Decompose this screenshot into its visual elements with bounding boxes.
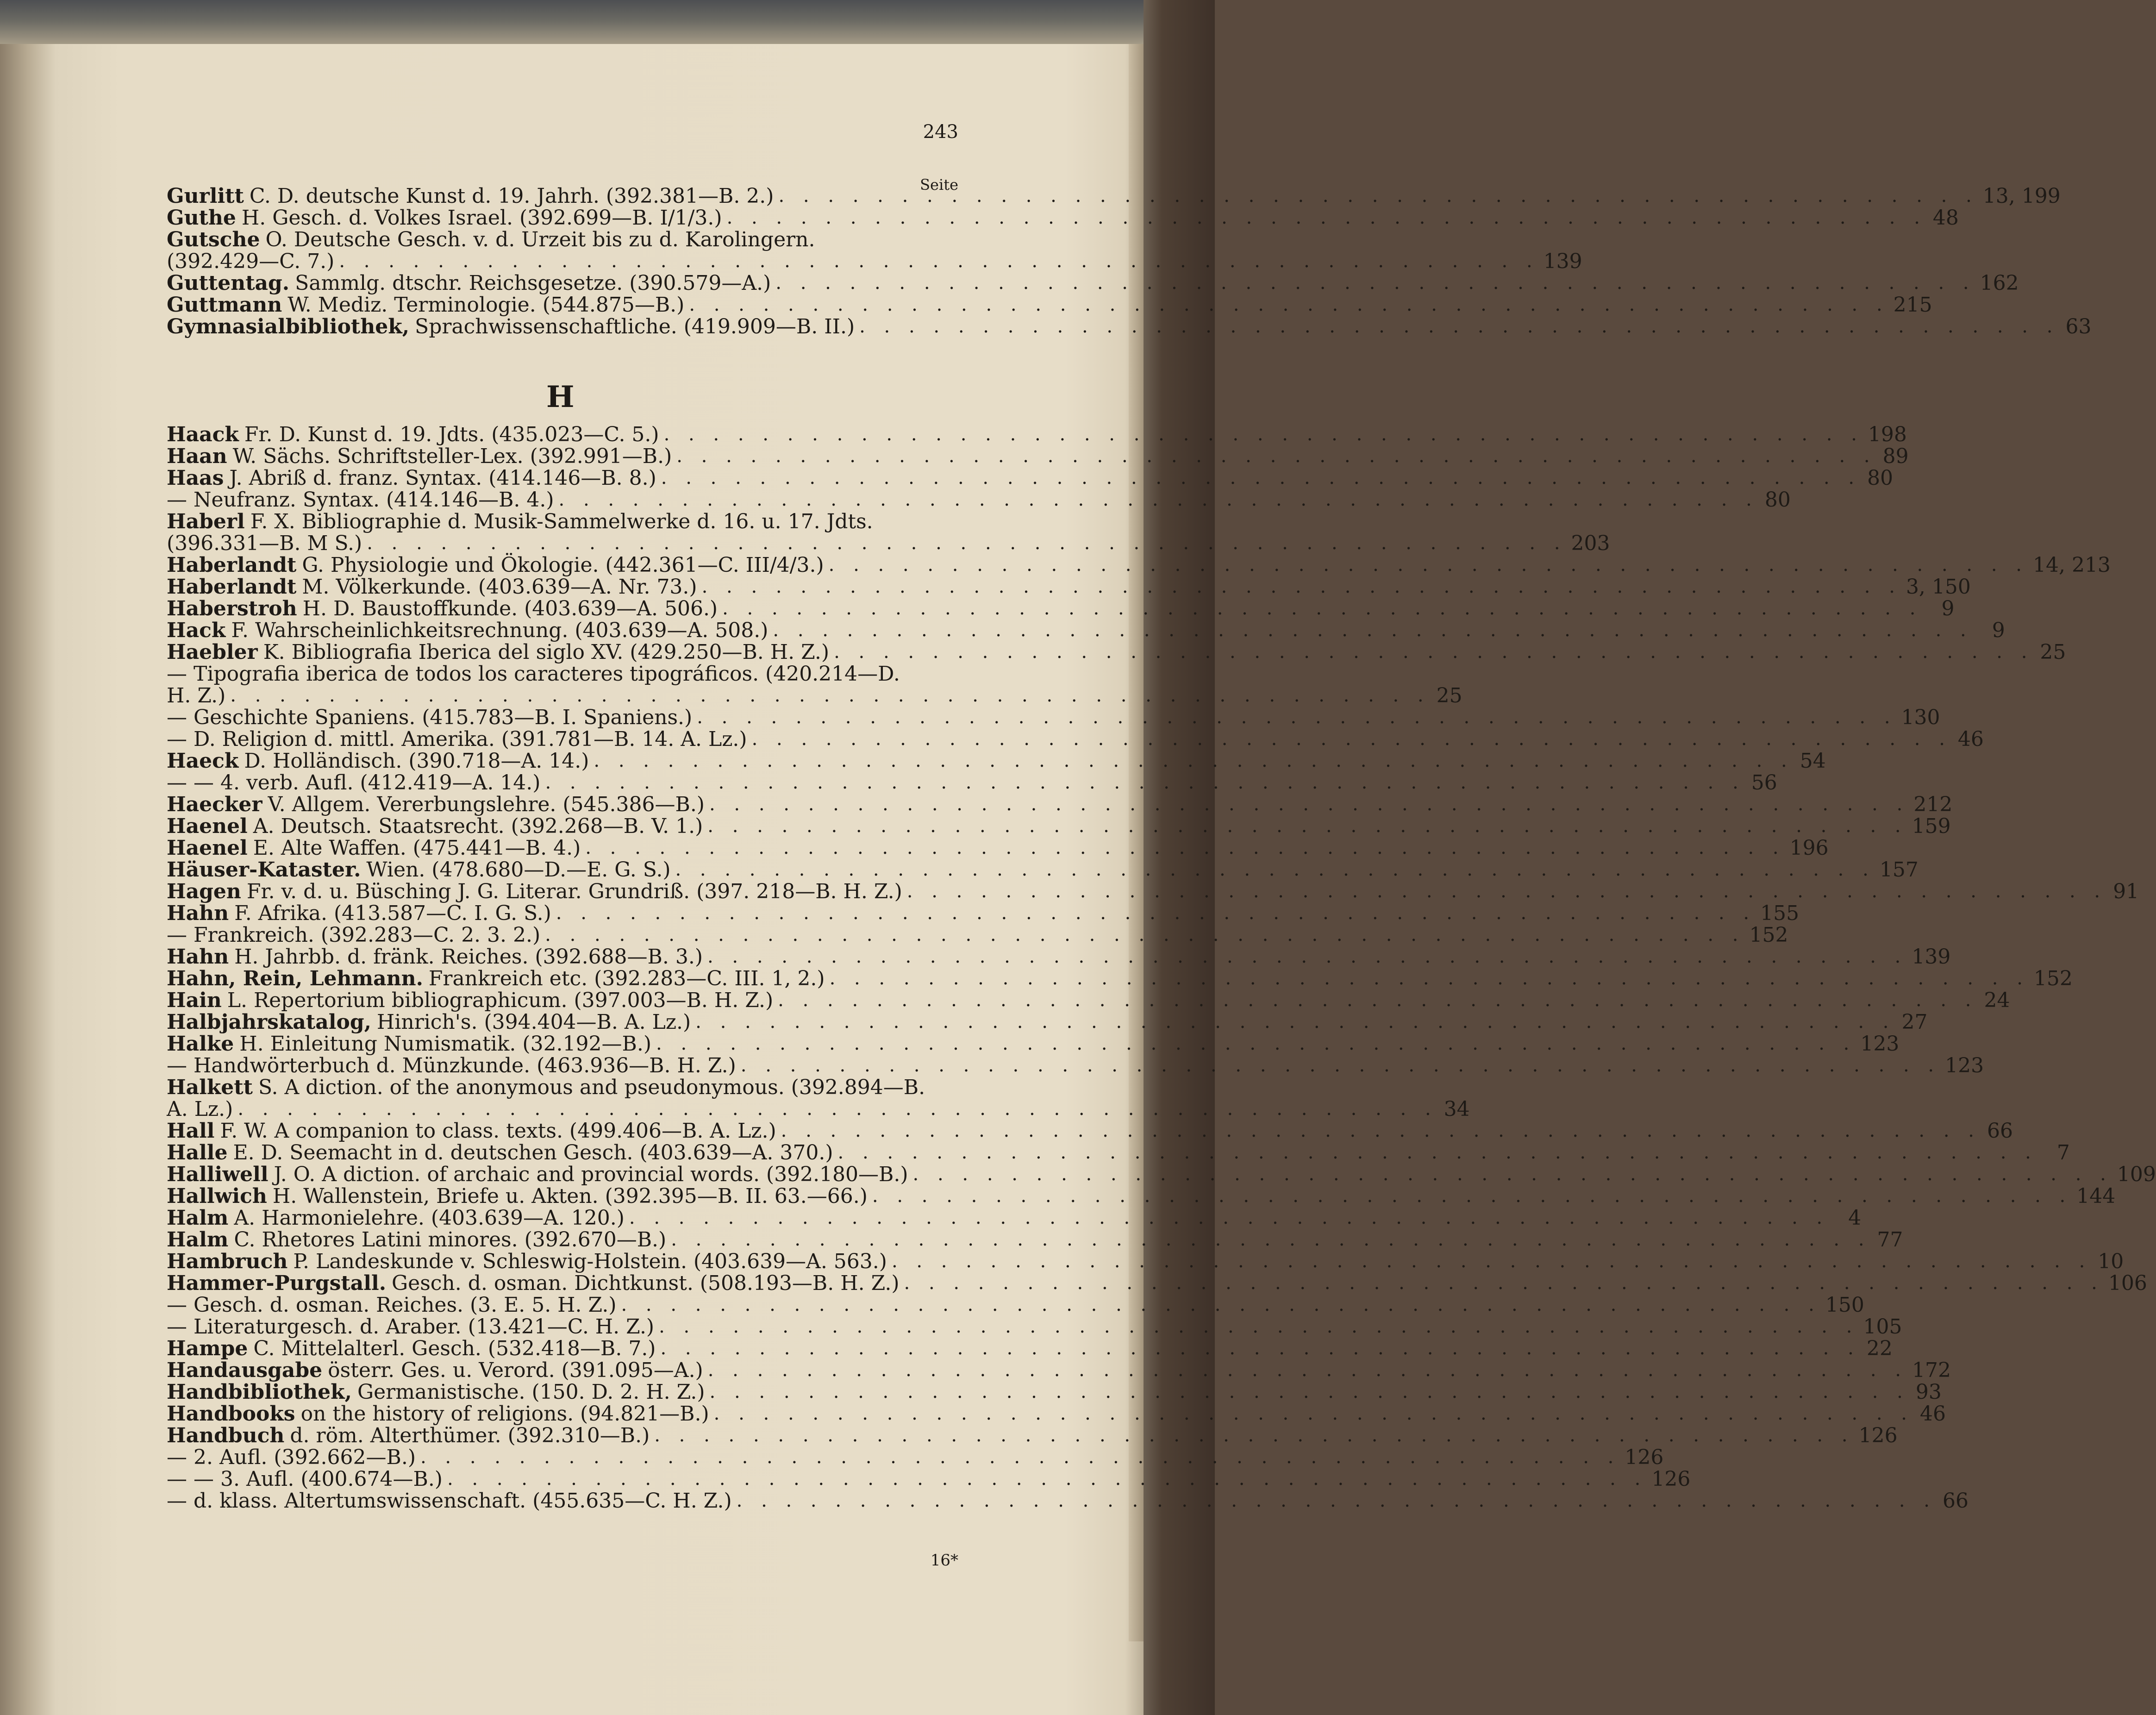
entry-page-ref: 22	[1866, 1337, 1893, 1360]
leader-dots	[559, 489, 1758, 511]
entry-heading-name: Haan	[167, 444, 227, 468]
leader-dots	[629, 1207, 1829, 1229]
entry-text: H. D. Baustoffkunde. (403.639—A. 506.)	[302, 597, 718, 620]
entry-page-ref: 144	[2076, 1184, 2116, 1208]
index-entry	[167, 1293, 1864, 1317]
leader-dots	[892, 1251, 2091, 1272]
entry-text: H. Wallenstein, Briefe u. Akten. (392.395—B. II. 63.—66.)	[272, 1184, 868, 1208]
entry-text: G. Physiologie und Ökologie. (442.361—C. III/4/3.)	[302, 553, 824, 577]
entry-text: D. Holländisch. (390.718—A. 14.)	[244, 749, 589, 773]
leader-dots	[621, 1294, 1820, 1316]
entry-text: — D. Religion d. mittl. Amerika. (391.781—B. 14. A. Lz.)	[167, 727, 747, 751]
index-section-g	[167, 184, 2092, 338]
index-entry	[167, 488, 1791, 512]
entry-heading-name: Hall	[167, 1119, 215, 1143]
page-number: 243	[923, 121, 958, 143]
page-column-label: Seite	[920, 176, 958, 194]
leader-dots	[829, 554, 2028, 576]
leader-dots	[778, 989, 1977, 1011]
entry-page-ref: 24	[1984, 989, 2010, 1012]
index-entry	[167, 836, 1829, 860]
entry-heading-name: Gutsche	[167, 228, 260, 251]
leader-dots	[752, 728, 1951, 750]
entry-text: H. Jahrbb. d. fränk. Reiches. (392.688—B. 3.)	[234, 945, 703, 969]
entry-page-ref: 25	[1436, 684, 1462, 707]
entry-heading-name: Handbuch	[167, 1424, 285, 1447]
index-entry	[167, 1184, 2116, 1208]
index-entry	[167, 553, 2111, 577]
leader-dots	[722, 598, 1922, 620]
entry-page-ref: 126	[1651, 1467, 1691, 1491]
entry-page-ref: 89	[1882, 444, 1909, 468]
entry-heading-name: Haberlandt	[167, 575, 297, 599]
leader-dots	[709, 794, 1909, 815]
entry-heading-name: Hagen	[167, 880, 241, 903]
entry-heading-name: Haecker	[167, 793, 262, 816]
index-entry	[167, 1141, 2070, 1164]
index-entry	[167, 1402, 1946, 1426]
entry-page-ref: 123	[1860, 1032, 1900, 1056]
entry-text: — Literaturgesch. d. Araber. (13.421—C. H. Z.)	[167, 1315, 655, 1339]
entry-page-ref: 80	[1764, 488, 1791, 512]
entry-text: Frankreich etc. (392.283—C. III. 1, 2.)	[428, 967, 825, 990]
entry-heading-name: Gurlitt	[167, 184, 244, 208]
index-entry	[167, 1315, 1902, 1339]
entry-page-ref: 159	[1912, 814, 1951, 838]
entry-page-ref: 25	[2040, 640, 2066, 664]
entry-heading-name: Handbibliothek,	[167, 1380, 352, 1404]
entry-heading-name: Hain	[167, 989, 222, 1012]
entry-page-ref: 203	[1571, 532, 1610, 555]
leader-dots	[872, 1185, 2072, 1207]
entry-heading-name: Haeck	[167, 749, 239, 773]
entry-text: L. Repertorium bibliographicum. (397.003—B. H. Z.)	[227, 989, 774, 1012]
entry-text: (392.429—C. 7.)	[167, 250, 335, 273]
index-entry	[167, 1424, 1898, 1447]
index-entry	[167, 1206, 1862, 1230]
entry-text: Hinrich's. (394.404—B. A. Lz.)	[376, 1010, 691, 1034]
leader-dots	[773, 620, 1972, 641]
entry-page-ref: 54	[1800, 749, 1826, 773]
leader-dots	[676, 445, 1876, 467]
index-entry	[167, 466, 1894, 490]
entry-text: V. Allgem. Vererbungslehre. (545.386—B.)	[268, 793, 705, 816]
entry-text: W. Sächs. Schriftsteller-Lex. (392.991—B.)	[232, 444, 672, 468]
entry-heading-name: Halkett	[167, 1076, 253, 1099]
entry-text: d. röm. Alterthümer. (392.310—B.)	[290, 1424, 650, 1447]
entry-text: M. Völkerkunde. (403.639—A. Nr. 73.)	[302, 575, 697, 599]
entry-page-ref: 198	[1868, 423, 1907, 446]
entry-page-ref: 3, 150	[1906, 575, 1971, 599]
leader-dots	[695, 1011, 1895, 1033]
index-entry	[167, 1054, 1984, 1077]
entry-text: Germanistische. (150. D. 2. H. Z.)	[357, 1380, 705, 1404]
entry-text: P. Landeskunde v. Schleswig-Holstein. (403.639—A. 563.)	[293, 1250, 887, 1273]
entry-page-ref: 34	[1444, 1097, 1470, 1121]
leader-dots	[545, 924, 1744, 946]
leader-dots	[230, 685, 1430, 707]
entry-text: C. D. deutsche Kunst d. 19. Jahrh. (392.381—B. 2.)	[249, 184, 774, 208]
entry-page-ref: 155	[1760, 901, 1800, 925]
index-entry	[167, 663, 958, 685]
entry-heading-name: Hammer-Purgstall.	[167, 1271, 387, 1295]
entry-heading-name: Hallwich	[167, 1184, 267, 1208]
entry-text: — Frankreich. (392.283—C. 2. 3. 2.)	[167, 923, 541, 947]
leader-dots	[675, 859, 1875, 881]
entry-heading-name: Haack	[167, 423, 239, 446]
entry-heading-name: Halm	[167, 1206, 229, 1230]
index-entry	[167, 1228, 1903, 1252]
entry-heading-name: Haberlandt	[167, 553, 297, 577]
section-letter-heading: H	[546, 380, 575, 414]
index-entry	[167, 271, 2019, 295]
entry-page-ref: 126	[1625, 1446, 1664, 1469]
entry-text: (396.331—B. M S.)	[167, 532, 362, 555]
entry-heading-name: Guttmann	[167, 293, 282, 317]
index-entry	[167, 1467, 1691, 1491]
index-entry	[167, 619, 2005, 642]
index-entry	[167, 1010, 1928, 1034]
entry-text: H. Einleitung Numismatik. (32.192—B.)	[239, 1032, 652, 1056]
entry-text: C. Rhetores Latini minores. (392.670—B.)	[234, 1228, 667, 1252]
entry-heading-name: Hampe	[167, 1337, 248, 1360]
entry-heading-name: Halm	[167, 1228, 229, 1252]
entry-text: F. Wahrscheinlichkeitsrechnung. (403.639—A. 508.)	[231, 619, 769, 642]
entry-page-ref: 126	[1858, 1424, 1898, 1447]
index-entry	[167, 511, 958, 532]
leader-dots	[714, 1403, 1913, 1425]
entry-heading-name: Halke	[167, 1032, 234, 1056]
index-entry	[167, 858, 1919, 882]
index-entry	[167, 206, 1959, 230]
leader-dots	[671, 1229, 1870, 1251]
entry-page-ref: 157	[1879, 858, 1919, 882]
entry-heading-name: Gymnasialbibliothek,	[167, 315, 410, 338]
entry-heading-name: Guttentag.	[167, 271, 290, 295]
entry-text: H. Z.)	[167, 684, 226, 707]
index-entry	[167, 880, 2139, 903]
entry-page-ref: 123	[1945, 1054, 1984, 1077]
index-entry	[167, 967, 2073, 990]
signature-mark: 16*	[930, 1551, 958, 1570]
leader-dots	[707, 946, 1907, 968]
leader-dots	[707, 815, 1907, 837]
entry-text: — — 4. verb. Aufl. (412.419—A. 14.)	[167, 771, 541, 795]
index-entry	[167, 793, 1953, 816]
entry-text: F. Afrika. (413.587—C. I. G. S.)	[234, 901, 551, 925]
entry-text: E. D. Seemacht in d. deutschen Gesch. (403.639—A. 370.)	[233, 1141, 833, 1164]
entry-text: Wien. (478.680—D.—E. G. S.)	[366, 858, 671, 882]
entry-page-ref: 9	[1941, 597, 1955, 620]
entry-page-ref: 4	[1848, 1206, 1862, 1230]
index-entry	[167, 1250, 2124, 1273]
entry-text: Gesch. d. osman. Dichtkunst. (508.193—B. H. Z.)	[392, 1271, 900, 1295]
leader-dots	[689, 294, 1888, 316]
leader-dots	[656, 1033, 1856, 1055]
leader-dots	[664, 424, 1863, 445]
entry-page-ref: 66	[1942, 1489, 1969, 1513]
entry-page-ref: 66	[1987, 1119, 2013, 1143]
index-entry	[167, 575, 1971, 599]
entry-text: K. Bibliografia Iberica del siglo XV. (429.250—B. H. Z.)	[263, 640, 830, 664]
index-entry	[167, 293, 1932, 317]
entry-page-ref: 172	[1912, 1358, 1951, 1382]
entry-page-ref: 106	[2108, 1271, 2147, 1295]
entry-page-ref: 139	[1912, 945, 1951, 969]
index-entry	[167, 1489, 1969, 1513]
leader-dots	[545, 772, 1744, 794]
entry-page-ref: 27	[1901, 1010, 1928, 1034]
entry-heading-name: Hahn	[167, 945, 229, 969]
entry-text: Fr. D. Kunst d. 19. Jdts. (435.023—C. 5.)	[244, 423, 659, 446]
leader-dots	[834, 641, 2033, 663]
entry-text: H. Gesch. d. Volkes Israel. (392.699—B. I/1/3.)	[241, 206, 722, 230]
index-entry	[167, 684, 1462, 707]
leader-dots	[710, 1381, 1909, 1403]
entry-page-ref: 77	[1877, 1228, 1903, 1252]
index-entry	[167, 1077, 958, 1098]
entry-heading-name: Hack	[167, 619, 226, 642]
index-entry	[167, 749, 1826, 773]
entry-text: Sprachwissenschaftliche. (419.909—B. II.)	[415, 315, 855, 338]
index-entry	[167, 250, 1582, 273]
index-entry	[167, 229, 958, 250]
entry-text: Fr. v. d. u. Büsching J. G. Literar. Grundriß. (397. 218—B. H. Z.)	[246, 880, 902, 903]
entry-heading-name: Haberl	[167, 510, 245, 533]
leader-dots	[556, 902, 1756, 924]
leader-dots	[838, 1142, 2037, 1164]
entry-text: S. A diction. of the anonymous and pseudonymous. (392.894—B.	[258, 1076, 925, 1099]
leader-dots	[659, 1316, 1858, 1338]
leader-dots	[661, 467, 1861, 489]
leader-dots	[859, 316, 2059, 338]
index-entry	[167, 945, 1951, 969]
index-entry	[167, 597, 1955, 620]
entry-page-ref: 196	[1789, 836, 1829, 860]
entry-heading-name: Haenel	[167, 814, 248, 838]
entry-heading-name: Halbjahrskatalog,	[167, 1010, 371, 1034]
entry-page-ref: 130	[1901, 706, 1940, 729]
index-entry	[167, 923, 1788, 947]
entry-page-ref: 109	[2117, 1163, 2156, 1186]
leader-dots	[237, 1098, 1437, 1120]
entry-page-ref: 7	[2056, 1141, 2070, 1164]
entry-heading-name: Hambruch	[167, 1250, 288, 1273]
entry-text: E. Alte Waffen. (475.441—B. 4.)	[253, 836, 581, 860]
entry-page-ref: 91	[2113, 880, 2139, 903]
entry-page-ref: 63	[2065, 315, 2092, 338]
entry-text: A. Lz.)	[167, 1097, 233, 1121]
leader-dots	[420, 1446, 1620, 1468]
index-entry	[167, 1380, 1942, 1404]
entry-heading-name: Handausgabe	[167, 1358, 323, 1382]
index-entry	[167, 532, 1610, 555]
entry-text: — Handwörterbuch d. Münzkunde. (463.936—B. H. Z.)	[167, 1054, 736, 1077]
index-entry	[167, 1097, 1470, 1121]
entry-page-ref: 48	[1932, 206, 1959, 230]
entry-page-ref: 162	[1980, 271, 2019, 295]
entry-page-ref: 9	[1992, 619, 2005, 642]
index-entry	[167, 771, 1777, 795]
entry-text: W. Mediz. Terminologie. (544.875—B.)	[287, 293, 685, 317]
entry-heading-name: Hahn	[167, 901, 229, 925]
index-entry	[167, 1119, 2013, 1143]
index-entry	[167, 1271, 2147, 1295]
entry-heading-name: Haas	[167, 466, 224, 490]
index-section-h	[167, 423, 2156, 1513]
top-edge-shadow	[0, 0, 1215, 44]
entry-text: A. Harmonielehre. (403.639—A. 120.)	[234, 1206, 625, 1230]
leader-dots	[727, 207, 1926, 229]
leader-dots	[907, 881, 2106, 902]
entry-text: J. Abriß d. franz. Syntax. (414.146—B. 8.)	[229, 466, 656, 490]
leader-dots	[660, 1338, 1860, 1359]
leader-dots	[594, 750, 1793, 772]
entry-heading-name: Halliwell	[167, 1163, 269, 1186]
entry-page-ref: 93	[1915, 1380, 1942, 1404]
index-entry	[167, 1163, 2156, 1186]
entry-page-ref: 139	[1543, 250, 1582, 273]
leader-dots	[830, 968, 2029, 989]
entry-heading-name: Haberstroh	[167, 597, 297, 620]
entry-heading-name: Haenel	[167, 836, 248, 860]
index-entry	[167, 1032, 1900, 1056]
leader-dots	[702, 576, 1901, 598]
leader-dots	[585, 837, 1785, 859]
entry-page-ref: 13, 199	[1982, 184, 2061, 208]
index-entry	[167, 706, 1940, 729]
leader-dots	[904, 1272, 2104, 1294]
leader-dots	[781, 1120, 1981, 1142]
entry-text: — 2. Aufl. (392.662—B.)	[167, 1446, 416, 1469]
index-entry	[167, 1358, 1951, 1382]
entry-heading-name: Hahn, Rein, Lehmann.	[167, 967, 423, 990]
entry-text: F. X. Bibliographie d. Musik-Sammelwerke d. 16. u. 17. Jdts.	[250, 510, 873, 533]
entry-text: Sammlg. dtschr. Reichsgesetze. (390.579—A.)	[295, 271, 771, 295]
entry-heading-name: Guthe	[167, 206, 236, 230]
leader-dots	[913, 1164, 2112, 1185]
entry-text: — — 3. Aufl. (400.674—B.)	[167, 1467, 443, 1491]
entry-text: — d. klass. Altertumswissenschaft. (455.635—C. H. Z.)	[167, 1489, 732, 1513]
entry-text: F. W. A companion to class. texts. (499.406—B. A. Lz.)	[220, 1119, 776, 1143]
index-entry	[167, 640, 2066, 664]
entry-text: — Tipografia iberica de todos los caracteres tipográficos. (420.214—D.	[167, 662, 900, 686]
leader-dots	[741, 1055, 1940, 1077]
index-entry	[167, 901, 1800, 925]
entry-page-ref: 215	[1893, 293, 1932, 317]
entry-page-ref: 80	[1867, 466, 1894, 490]
entry-text: O. Deutsche Gesch. v. d. Urzeit bis zu d. Karolingern.	[265, 228, 815, 251]
index-entry	[167, 989, 2010, 1012]
leader-dots	[737, 1490, 1936, 1512]
entry-page-ref: 152	[2033, 967, 2073, 990]
leader-dots	[778, 185, 1978, 207]
leader-dots	[367, 532, 1566, 554]
index-entry	[167, 315, 2092, 338]
entry-page-ref: 46	[1920, 1402, 1946, 1426]
entry-text: C. Mittelalterl. Gesch. (532.418—B. 7.)	[253, 1337, 656, 1360]
index-entry	[167, 1446, 1664, 1469]
entry-text: A. Deutsch. Staatsrecht. (392.268—B. V. 1.)	[253, 814, 703, 838]
leader-dots	[697, 707, 1896, 728]
leader-dots	[775, 272, 1975, 294]
entry-page-ref: 10	[2098, 1250, 2124, 1273]
leader-dots	[447, 1468, 1647, 1490]
entry-text: — Gesch. d. osman. Reiches. (3. E. 5. H. Z.)	[167, 1293, 617, 1317]
entry-page-ref: 150	[1825, 1293, 1864, 1317]
entry-page-ref: 212	[1913, 793, 1953, 816]
index-entry	[167, 184, 2061, 208]
entry-heading-name: Häuser-Kataster.	[167, 858, 361, 882]
index-entry	[167, 727, 1984, 751]
entry-heading-name: Haebler	[167, 640, 258, 664]
entry-page-ref: 14, 213	[2032, 553, 2111, 577]
index-entry	[167, 444, 1909, 468]
entry-text: J. O. A diction. of archaic and provincial words. (392.180—B.)	[274, 1163, 908, 1186]
entry-heading-name: Handbooks	[167, 1402, 295, 1426]
leader-dots	[654, 1425, 1854, 1446]
index-entry	[167, 814, 1951, 838]
leader-dots	[708, 1359, 1907, 1381]
entry-page-ref: 46	[1957, 727, 1984, 751]
entry-text: on the history of religions. (94.821—B.)	[300, 1402, 709, 1426]
index-entry	[167, 1337, 1893, 1360]
entry-page-ref: 152	[1749, 923, 1788, 947]
leader-dots	[339, 250, 1538, 272]
entry-page-ref: 56	[1751, 771, 1777, 795]
entry-text: österr. Ges. u. Verord. (391.095—A.)	[328, 1358, 703, 1382]
entry-heading-name: Halle	[167, 1141, 228, 1164]
index-entry	[167, 423, 1907, 446]
entry-text: — Geschichte Spaniens. (415.783—B. I. Spaniens.)	[167, 706, 693, 729]
entry-page-ref: 105	[1863, 1315, 1902, 1339]
entry-text: — Neufranz. Syntax. (414.146—B. 4.)	[167, 488, 554, 512]
